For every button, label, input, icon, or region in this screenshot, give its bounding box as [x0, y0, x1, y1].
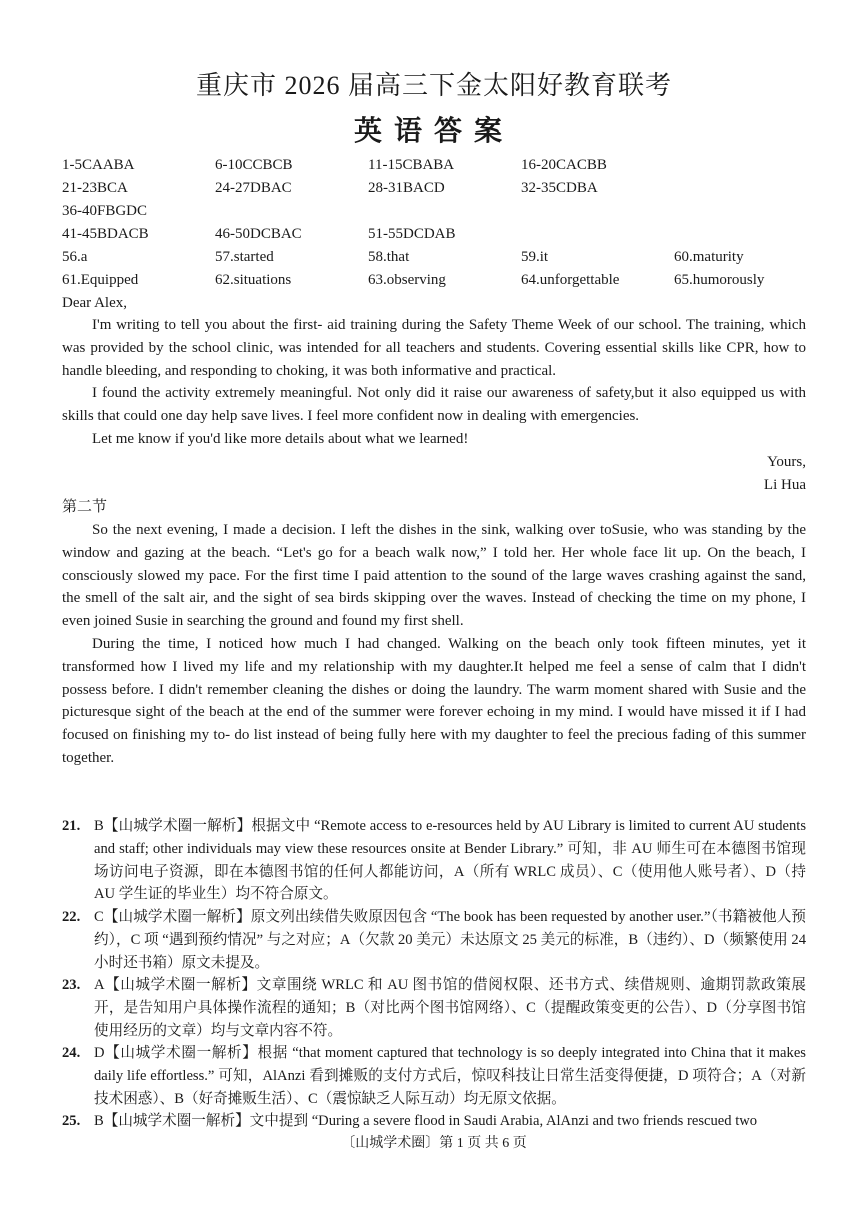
document-subtitle: 英语答案 — [353, 116, 514, 147]
answer-cell: 11-15CBABA — [368, 157, 455, 173]
answer-cell: 51-55DCDAB — [368, 226, 456, 242]
explanation-text: A【山城学术圈一解析】文章围绕 WRLC 和 AU 图书馆的借阅权限、还书方式、续借规则、逾期罚款政策展开，是告知用户具体操作流程的通知；B（对比两个图书馆网络）、C（提醒政策变更的公告）、D（分享图书馆使用经历的文章）均与文章内容不符。 — [94, 977, 806, 1039]
answer-cell: 58.that — [368, 249, 410, 265]
explanation-text: B【山城学术圈一解析】文中提到 “During a severe flood in Saudi Arabia, AlAnzi and two friends rescued two — [94, 1113, 758, 1129]
page-footer: 〔山城学术圈〕第 1 页 共 6 页 — [341, 1136, 527, 1151]
answer-cell: 32-35CDBA — [521, 180, 598, 196]
explanation-item — [62, 1042, 806, 1110]
explanation-text: D【山城学术圈一解析】根据 “that moment captured that technology is so deeply integrated into China that it makes daily life effortless.” 可知，AlAnzi 看到摊贩的支付方式后，惊叹科技让日常生活变得便捷，D 项符合；A（对新技术困惑）、B（好奇摊贩生活）、C（震惊缺乏人际互动）均无原文依据。 — [94, 1045, 806, 1107]
answer-cell: 24-27DBAC — [215, 180, 292, 196]
answer-cell: 61.Equipped — [62, 272, 139, 288]
explanation-item — [62, 974, 806, 1042]
answer-cell: 36-40FBGDC — [62, 203, 148, 219]
explanation-text: B【山城学术圈一解析】根据文中 “Remote access to e-resources held by AU Library is limited to current AU students and staff; other individuals may view these resources onsite at Bender Library.” 可知，非 AU 师生可在本德图书馆现场访问电子资源，即在本德图书馆的任何人都能访问，A（所有 WRLC 成员）、C（使用他人账号者）、D（持 AU 学生证的毕业生）均不符合原文。 — [94, 818, 806, 903]
answer-cell: 28-31BACD — [368, 180, 445, 196]
story-paragraph: So the next evening, I made a decision. I left the dishes in the sink, walking over toSusie, who was standing by the window and gazing at the beach. “Let's go for a beach walk now,” I told her. Her whole face lit up. On the beach, I consciously slowed my pace. For the first time I paid attention to the sound of the large waves crashing against the sand, the smell of the salt air, and the sight of sea birds skipping over the waves. Instead of checking the time on my phone, I even joined Susie in searching the ground and found my first shell. — [62, 522, 806, 630]
letter-signature: Li Hua — [763, 477, 806, 493]
answer-cell: 6-10CCBCB — [215, 157, 293, 173]
answer-cell: 63.observing — [368, 272, 446, 288]
story-paragraph: During the time, I noticed how much I had changed. Walking on the beach only took fifteen minutes, yet it transformed how I lived my life and my relationship with my daughter.It helped me feel a sense of calm that I didn't possess before. I didn't remember cleaning the dishes or doing the laundry. The warm moment shared with Susie and the picturesque sight of the beach at the end of the summer were forever echoing in my mind. I would have missed it if I had focused on finishing my to- do list instead of being fully here with my daughter to feel the precious fading of this summer together. — [62, 636, 806, 766]
answer-cell: 16-20CACBB — [521, 157, 607, 173]
answer-cell: 60.maturity — [674, 249, 744, 265]
answer-cell: 21-23BCA — [62, 180, 128, 196]
answer-cell: 57.started — [215, 249, 274, 265]
question-number: 22. — [62, 909, 81, 925]
question-number: 21. — [62, 818, 81, 834]
answer-cell: 59.it — [521, 249, 549, 265]
explanation-item — [62, 906, 806, 974]
question-number: 24. — [62, 1045, 81, 1061]
letter-greeting: Dear Alex, — [62, 295, 127, 311]
answer-cell: 41-45BDACB — [62, 226, 149, 242]
answer-cell: 62.situations — [215, 272, 292, 288]
explanation-text: C【山城学术圈一解析】原文列出续借失败原因包含 “The book has been requested by another user.”（书籍被他人预约），C 项 “遇到预约情况” 与之对应；A（欠款 20 美元）未达原文 25 美元的标准，B（违约）、D（频繁使用 24 小时还书箱）原文未提及。 — [94, 909, 806, 971]
letter-paragraph: I'm writing to tell you about the first- aid training during the Safety Theme Week of our school. The training, which was provided by the school clinic, was intended for all teachers and students. Covering essential skills like CPR, how to handle bleeding, and responding to choking, it was both informative and practical. — [62, 317, 806, 379]
question-number: 25. — [62, 1113, 81, 1129]
letter-closing: Yours, — [767, 454, 806, 470]
explanation-item — [62, 815, 806, 906]
section-heading: 第二节 — [62, 499, 108, 515]
letter-paragraph: I found the activity extremely meaningful. Not only did it raise our awareness of safety,but it also equipped us with skills that could one day help save lives. I feel more confident now in dealing with emergencies. — [62, 385, 806, 424]
answer-cell: 56.a — [62, 249, 88, 265]
answer-cell: 46-50DCBAC — [215, 226, 302, 242]
exam-title: 重庆市 2026 届高三下金太阳好教育联考 — [195, 71, 672, 100]
letter-paragraph: Let me know if you'd like more details about what we learned! — [92, 431, 469, 447]
answer-cell: 64.unforgettable — [521, 272, 620, 288]
explanation-item — [62, 1110, 806, 1132]
question-number: 23. — [62, 977, 81, 993]
answer-cell: 1-5CAABA — [62, 157, 135, 173]
answer-cell: 65.humorously — [674, 272, 765, 288]
